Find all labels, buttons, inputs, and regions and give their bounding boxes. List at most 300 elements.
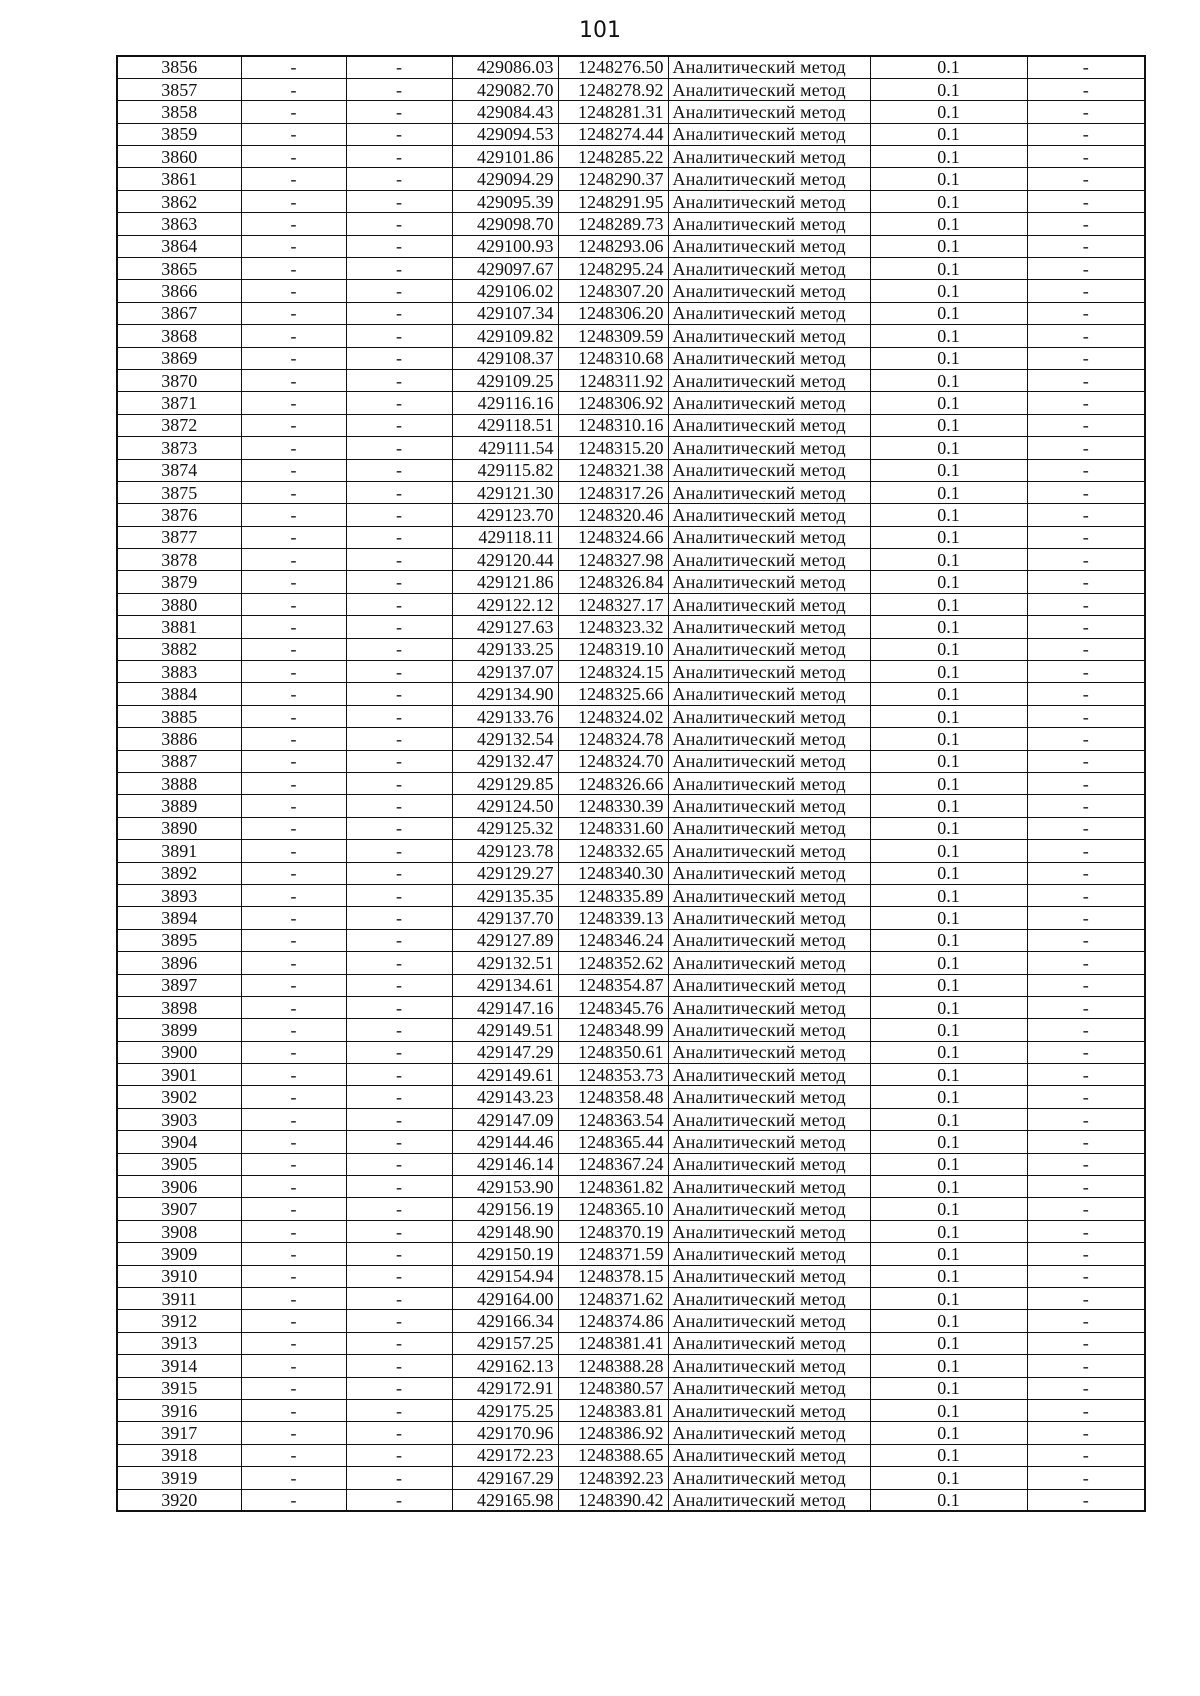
cell-col2: - (241, 728, 346, 750)
cell-y-coordinate: 1248293.06 (558, 235, 668, 257)
cell-col2: - (241, 1086, 346, 1108)
table-row (117, 1467, 1145, 1489)
cell-method: Аналитический метод (668, 235, 870, 257)
cell-col8: - (1027, 168, 1145, 190)
cell-point-number: 3906 (117, 1176, 241, 1198)
cell-col3: - (346, 504, 452, 526)
cell-x-coordinate: 429106.02 (452, 280, 558, 302)
cell-col3: - (346, 258, 452, 280)
cell-method: Аналитический метод (668, 683, 870, 705)
cell-accuracy: 0.1 (870, 817, 1027, 839)
cell-accuracy: 0.1 (870, 1153, 1027, 1175)
cell-col3: - (346, 1310, 452, 1332)
cell-method: Аналитический метод (668, 1355, 870, 1377)
cell-point-number: 3866 (117, 280, 241, 302)
cell-col2: - (241, 593, 346, 615)
cell-method: Аналитический метод (668, 168, 870, 190)
cell-method: Аналитический метод (668, 1310, 870, 1332)
cell-method: Аналитический метод (668, 1198, 870, 1220)
cell-method: Аналитический метод (668, 884, 870, 906)
table-row (117, 526, 1145, 548)
cell-col2: - (241, 1019, 346, 1041)
cell-point-number: 3898 (117, 996, 241, 1018)
cell-y-coordinate: 1248348.99 (558, 1019, 668, 1041)
cell-method: Аналитический метод (668, 1332, 870, 1354)
cell-col2: - (241, 392, 346, 414)
cell-col3: - (346, 1019, 452, 1041)
cell-col2: - (241, 1489, 346, 1511)
table-row (117, 146, 1145, 168)
cell-accuracy: 0.1 (870, 1444, 1027, 1466)
table-row (117, 884, 1145, 906)
cell-point-number: 3870 (117, 369, 241, 391)
table-row (117, 616, 1145, 638)
cell-col3: - (346, 683, 452, 705)
table-row (117, 213, 1145, 235)
table-row (117, 235, 1145, 257)
cell-x-coordinate: 429166.34 (452, 1310, 558, 1332)
cell-point-number: 3895 (117, 929, 241, 951)
cell-col8: - (1027, 280, 1145, 302)
table-row (117, 929, 1145, 951)
cell-y-coordinate: 1248358.48 (558, 1086, 668, 1108)
cell-col3: - (346, 952, 452, 974)
cell-accuracy: 0.1 (870, 123, 1027, 145)
cell-col2: - (241, 1220, 346, 1242)
cell-x-coordinate: 429116.16 (452, 392, 558, 414)
cell-col2: - (241, 1198, 346, 1220)
cell-y-coordinate: 1248278.92 (558, 78, 668, 100)
cell-x-coordinate: 429115.82 (452, 459, 558, 481)
cell-col3: - (346, 571, 452, 593)
cell-y-coordinate: 1248306.92 (558, 392, 668, 414)
cell-y-coordinate: 1248320.46 (558, 504, 668, 526)
cell-method: Аналитический метод (668, 1220, 870, 1242)
cell-col3: - (346, 325, 452, 347)
cell-method: Аналитический метод (668, 526, 870, 548)
cell-col3: - (346, 56, 452, 78)
table-row (117, 907, 1145, 929)
cell-accuracy: 0.1 (870, 56, 1027, 78)
cell-point-number: 3908 (117, 1220, 241, 1242)
cell-col3: - (346, 101, 452, 123)
table-row (117, 392, 1145, 414)
cell-method: Аналитический метод (668, 414, 870, 436)
cell-col2: - (241, 1176, 346, 1198)
cell-y-coordinate: 1248331.60 (558, 817, 668, 839)
cell-y-coordinate: 1248381.41 (558, 1332, 668, 1354)
cell-method: Аналитический метод (668, 1086, 870, 1108)
cell-point-number: 3871 (117, 392, 241, 414)
cell-col8: - (1027, 862, 1145, 884)
cell-x-coordinate: 429120.44 (452, 549, 558, 571)
cell-accuracy: 0.1 (870, 504, 1027, 526)
cell-accuracy: 0.1 (870, 1041, 1027, 1063)
cell-point-number: 3881 (117, 616, 241, 638)
cell-col3: - (346, 302, 452, 324)
cell-col8: - (1027, 1444, 1145, 1466)
cell-accuracy: 0.1 (870, 369, 1027, 391)
cell-method: Аналитический метод (668, 773, 870, 795)
cell-col8: - (1027, 414, 1145, 436)
cell-method: Аналитический метод (668, 907, 870, 929)
cell-accuracy: 0.1 (870, 213, 1027, 235)
table-row (117, 1198, 1145, 1220)
cell-y-coordinate: 1248321.38 (558, 459, 668, 481)
cell-y-coordinate: 1248306.20 (558, 302, 668, 324)
cell-col3: - (346, 549, 452, 571)
cell-method: Аналитический метод (668, 1131, 870, 1153)
table-row (117, 369, 1145, 391)
cell-method: Аналитический метод (668, 817, 870, 839)
cell-point-number: 3889 (117, 795, 241, 817)
cell-method: Аналитический метод (668, 1399, 870, 1421)
table-row (117, 504, 1145, 526)
cell-col2: - (241, 101, 346, 123)
cell-point-number: 3878 (117, 549, 241, 571)
cell-x-coordinate: 429157.25 (452, 1332, 558, 1354)
cell-method: Аналитический метод (668, 593, 870, 615)
cell-col2: - (241, 1332, 346, 1354)
cell-x-coordinate: 429153.90 (452, 1176, 558, 1198)
cell-y-coordinate: 1248383.81 (558, 1399, 668, 1421)
cell-x-coordinate: 429082.70 (452, 78, 558, 100)
cell-col8: - (1027, 840, 1145, 862)
cell-point-number: 3912 (117, 1310, 241, 1332)
cell-accuracy: 0.1 (870, 683, 1027, 705)
cell-y-coordinate: 1248324.15 (558, 661, 668, 683)
cell-col2: - (241, 481, 346, 503)
table-row (117, 78, 1145, 100)
cell-col3: - (346, 168, 452, 190)
cell-accuracy: 0.1 (870, 1108, 1027, 1130)
cell-point-number: 3867 (117, 302, 241, 324)
cell-col3: - (346, 414, 452, 436)
cell-y-coordinate: 1248332.65 (558, 840, 668, 862)
cell-accuracy: 0.1 (870, 437, 1027, 459)
cell-x-coordinate: 429118.51 (452, 414, 558, 436)
cell-col3: - (346, 728, 452, 750)
cell-accuracy: 0.1 (870, 952, 1027, 974)
cell-y-coordinate: 1248325.66 (558, 683, 668, 705)
table-row (117, 325, 1145, 347)
cell-method: Аналитический метод (668, 750, 870, 772)
cell-point-number: 3914 (117, 1355, 241, 1377)
cell-y-coordinate: 1248386.92 (558, 1422, 668, 1444)
cell-col8: - (1027, 101, 1145, 123)
table-row (117, 414, 1145, 436)
cell-y-coordinate: 1248326.66 (558, 773, 668, 795)
cell-accuracy: 0.1 (870, 750, 1027, 772)
cell-y-coordinate: 1248327.17 (558, 593, 668, 615)
cell-y-coordinate: 1248315.20 (558, 437, 668, 459)
cell-col3: - (346, 795, 452, 817)
cell-y-coordinate: 1248350.61 (558, 1041, 668, 1063)
cell-x-coordinate: 429084.43 (452, 101, 558, 123)
cell-y-coordinate: 1248339.13 (558, 907, 668, 929)
cell-point-number: 3896 (117, 952, 241, 974)
table-row (117, 1086, 1145, 1108)
cell-method: Аналитический метод (668, 1108, 870, 1130)
cell-col8: - (1027, 549, 1145, 571)
cell-accuracy: 0.1 (870, 414, 1027, 436)
cell-col2: - (241, 1377, 346, 1399)
cell-accuracy: 0.1 (870, 78, 1027, 100)
cell-x-coordinate: 429121.86 (452, 571, 558, 593)
cell-method: Аналитический метод (668, 481, 870, 503)
table-row (117, 56, 1145, 78)
cell-accuracy: 0.1 (870, 168, 1027, 190)
cell-method: Аналитический метод (668, 929, 870, 951)
cell-accuracy: 0.1 (870, 1243, 1027, 1265)
cell-col8: - (1027, 459, 1145, 481)
cell-col2: - (241, 123, 346, 145)
table-row (117, 571, 1145, 593)
cell-x-coordinate: 429132.54 (452, 728, 558, 750)
cell-method: Аналитический метод (668, 638, 870, 660)
cell-y-coordinate: 1248319.10 (558, 638, 668, 660)
cell-x-coordinate: 429094.53 (452, 123, 558, 145)
cell-point-number: 3879 (117, 571, 241, 593)
cell-col3: - (346, 190, 452, 212)
cell-col3: - (346, 1108, 452, 1130)
cell-col3: - (346, 996, 452, 1018)
cell-method: Аналитический метод (668, 347, 870, 369)
cell-col2: - (241, 840, 346, 862)
cell-method: Аналитический метод (668, 1467, 870, 1489)
cell-point-number: 3865 (117, 258, 241, 280)
cell-x-coordinate: 429172.91 (452, 1377, 558, 1399)
table-row (117, 1377, 1145, 1399)
cell-method: Аналитический метод (668, 258, 870, 280)
cell-point-number: 3920 (117, 1489, 241, 1511)
cell-accuracy: 0.1 (870, 571, 1027, 593)
cell-accuracy: 0.1 (870, 101, 1027, 123)
table-row (117, 258, 1145, 280)
cell-x-coordinate: 429100.93 (452, 235, 558, 257)
cell-method: Аналитический метод (668, 1287, 870, 1309)
cell-col2: - (241, 1287, 346, 1309)
cell-accuracy: 0.1 (870, 146, 1027, 168)
cell-col2: - (241, 325, 346, 347)
cell-col8: - (1027, 481, 1145, 503)
cell-method: Аналитический метод (668, 325, 870, 347)
cell-point-number: 3905 (117, 1153, 241, 1175)
cell-col3: - (346, 862, 452, 884)
cell-y-coordinate: 1248374.86 (558, 1310, 668, 1332)
cell-col3: - (346, 1131, 452, 1153)
cell-col3: - (346, 1064, 452, 1086)
cell-point-number: 3864 (117, 235, 241, 257)
cell-col8: - (1027, 56, 1145, 78)
cell-point-number: 3876 (117, 504, 241, 526)
cell-point-number: 3868 (117, 325, 241, 347)
cell-y-coordinate: 1248380.57 (558, 1377, 668, 1399)
cell-col8: - (1027, 437, 1145, 459)
cell-x-coordinate: 429124.50 (452, 795, 558, 817)
cell-point-number: 3859 (117, 123, 241, 145)
cell-x-coordinate: 429133.76 (452, 705, 558, 727)
cell-x-coordinate: 429147.16 (452, 996, 558, 1018)
cell-point-number: 3885 (117, 705, 241, 727)
table-row (117, 862, 1145, 884)
cell-col2: - (241, 996, 346, 1018)
cell-point-number: 3874 (117, 459, 241, 481)
table-row (117, 1310, 1145, 1332)
cell-accuracy: 0.1 (870, 638, 1027, 660)
cell-col8: - (1027, 1377, 1145, 1399)
cell-accuracy: 0.1 (870, 1355, 1027, 1377)
cell-col2: - (241, 705, 346, 727)
cell-point-number: 3918 (117, 1444, 241, 1466)
cell-x-coordinate: 429133.25 (452, 638, 558, 660)
cell-col2: - (241, 1399, 346, 1421)
cell-x-coordinate: 429175.25 (452, 1399, 558, 1421)
cell-method: Аналитический метод (668, 795, 870, 817)
table-row (117, 593, 1145, 615)
cell-col3: - (346, 661, 452, 683)
table-row (117, 347, 1145, 369)
cell-col8: - (1027, 1220, 1145, 1242)
cell-col2: - (241, 280, 346, 302)
cell-x-coordinate: 429148.90 (452, 1220, 558, 1242)
cell-col3: - (346, 1176, 452, 1198)
cell-col2: - (241, 526, 346, 548)
cell-col8: - (1027, 1422, 1145, 1444)
cell-point-number: 3872 (117, 414, 241, 436)
table-row (117, 437, 1145, 459)
table-row (117, 1019, 1145, 1041)
cell-point-number: 3888 (117, 773, 241, 795)
cell-col8: - (1027, 1086, 1145, 1108)
table-row (117, 1444, 1145, 1466)
cell-y-coordinate: 1248354.87 (558, 974, 668, 996)
cell-accuracy: 0.1 (870, 840, 1027, 862)
cell-accuracy: 0.1 (870, 280, 1027, 302)
cell-y-coordinate: 1248367.24 (558, 1153, 668, 1175)
cell-accuracy: 0.1 (870, 235, 1027, 257)
cell-col8: - (1027, 1287, 1145, 1309)
cell-col3: - (346, 840, 452, 862)
table-row (117, 280, 1145, 302)
cell-y-coordinate: 1248285.22 (558, 146, 668, 168)
cell-col3: - (346, 1377, 452, 1399)
cell-accuracy: 0.1 (870, 325, 1027, 347)
cell-y-coordinate: 1248276.50 (558, 56, 668, 78)
cell-x-coordinate: 429101.86 (452, 146, 558, 168)
cell-col8: - (1027, 1332, 1145, 1354)
table-row (117, 840, 1145, 862)
cell-col2: - (241, 683, 346, 705)
cell-col8: - (1027, 302, 1145, 324)
cell-col2: - (241, 1064, 346, 1086)
cell-col2: - (241, 437, 346, 459)
cell-col3: - (346, 1332, 452, 1354)
cell-col3: - (346, 1399, 452, 1421)
cell-col3: - (346, 1467, 452, 1489)
cell-col2: - (241, 56, 346, 78)
cell-method: Аналитический метод (668, 1489, 870, 1511)
cell-col8: - (1027, 1064, 1145, 1086)
cell-col8: - (1027, 235, 1145, 257)
cell-point-number: 3857 (117, 78, 241, 100)
cell-x-coordinate: 429095.39 (452, 190, 558, 212)
table-row (117, 1355, 1145, 1377)
cell-y-coordinate: 1248370.19 (558, 1220, 668, 1242)
cell-point-number: 3887 (117, 750, 241, 772)
cell-col2: - (241, 638, 346, 660)
cell-col8: - (1027, 1243, 1145, 1265)
cell-x-coordinate: 429098.70 (452, 213, 558, 235)
cell-col3: - (346, 1086, 452, 1108)
table-row (117, 773, 1145, 795)
cell-point-number: 3891 (117, 840, 241, 862)
cell-col8: - (1027, 929, 1145, 951)
cell-method: Аналитический метод (668, 146, 870, 168)
cell-col3: - (346, 773, 452, 795)
cell-point-number: 3863 (117, 213, 241, 235)
cell-accuracy: 0.1 (870, 773, 1027, 795)
cell-method: Аналитический метод (668, 1265, 870, 1287)
cell-x-coordinate: 429149.61 (452, 1064, 558, 1086)
cell-col8: - (1027, 325, 1145, 347)
cell-point-number: 3917 (117, 1422, 241, 1444)
cell-col3: - (346, 616, 452, 638)
table-row (117, 1220, 1145, 1242)
cell-col8: - (1027, 705, 1145, 727)
cell-accuracy: 0.1 (870, 1220, 1027, 1242)
cell-col8: - (1027, 996, 1145, 1018)
cell-point-number: 3873 (117, 437, 241, 459)
cell-y-coordinate: 1248281.31 (558, 101, 668, 123)
cell-accuracy: 0.1 (870, 1467, 1027, 1489)
cell-x-coordinate: 429123.70 (452, 504, 558, 526)
cell-method: Аналитический метод (668, 840, 870, 862)
table-row (117, 168, 1145, 190)
cell-x-coordinate: 429144.46 (452, 1131, 558, 1153)
cell-accuracy: 0.1 (870, 661, 1027, 683)
cell-accuracy: 0.1 (870, 1399, 1027, 1421)
cell-col3: - (346, 929, 452, 951)
cell-col8: - (1027, 1489, 1145, 1511)
cell-col3: - (346, 907, 452, 929)
cell-col8: - (1027, 1355, 1145, 1377)
cell-accuracy: 0.1 (870, 1287, 1027, 1309)
cell-y-coordinate: 1248290.37 (558, 168, 668, 190)
cell-x-coordinate: 429150.19 (452, 1243, 558, 1265)
cell-col2: - (241, 1355, 346, 1377)
cell-method: Аналитический метод (668, 280, 870, 302)
cell-accuracy: 0.1 (870, 705, 1027, 727)
cell-col8: - (1027, 593, 1145, 615)
cell-method: Аналитический метод (668, 1243, 870, 1265)
table-row (117, 705, 1145, 727)
cell-y-coordinate: 1248365.44 (558, 1131, 668, 1153)
cell-y-coordinate: 1248353.73 (558, 1064, 668, 1086)
cell-point-number: 3903 (117, 1108, 241, 1130)
cell-x-coordinate: 429149.51 (452, 1019, 558, 1041)
cell-col8: - (1027, 213, 1145, 235)
cell-col8: - (1027, 750, 1145, 772)
cell-col2: - (241, 1243, 346, 1265)
cell-col2: - (241, 616, 346, 638)
cell-point-number: 3907 (117, 1198, 241, 1220)
table-row (117, 750, 1145, 772)
cell-col3: - (346, 638, 452, 660)
page-number: 101 (579, 18, 621, 43)
cell-point-number: 3858 (117, 101, 241, 123)
cell-accuracy: 0.1 (870, 907, 1027, 929)
